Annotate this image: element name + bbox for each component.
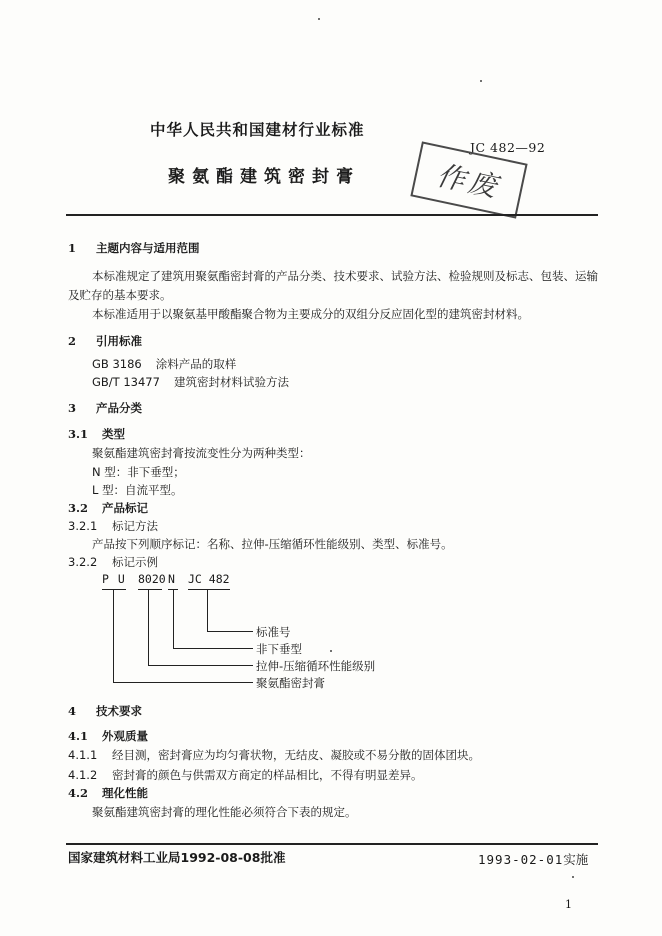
- connector-line: [113, 589, 114, 683]
- page-number: 1: [565, 898, 572, 911]
- section-3-title: 产品分类: [96, 401, 142, 415]
- section-3-2-heading: [68, 500, 148, 516]
- marking-part-type: N: [168, 572, 175, 586]
- obsolete-stamp: 作废: [410, 141, 527, 218]
- marking-part-level: 8020: [138, 572, 166, 586]
- section-4-1-heading: [68, 728, 148, 744]
- connector-line: [207, 589, 208, 632]
- section-3-1-heading: [68, 426, 125, 442]
- connector-line: [173, 589, 174, 649]
- marking-part-name: P U: [102, 572, 126, 586]
- connector-line: [173, 648, 253, 649]
- section-4-1-2-number: 4.1.2: [68, 768, 98, 782]
- effective-line: [478, 850, 588, 868]
- section-4-title: 技术要求: [96, 704, 142, 718]
- section-3-heading: [68, 400, 142, 416]
- section-3-2-2-heading: [68, 554, 158, 570]
- section-4-1-1: [68, 747, 480, 763]
- marking-underline: [102, 589, 126, 590]
- section-1-heading: [68, 240, 200, 256]
- section-4-1-2: [68, 767, 423, 783]
- document-title: 聚氨酯建筑密封膏: [168, 167, 360, 187]
- section-3-2-1-title: 标记方法: [112, 519, 158, 533]
- approval-line: 国家建筑材料工业局1992-08-08批准: [68, 850, 286, 865]
- reference-code: GB 3186: [92, 357, 142, 371]
- header-rule: [66, 214, 598, 216]
- section-3-1-number: 3.1: [68, 427, 89, 441]
- connector-line: [148, 665, 253, 666]
- section-4-number: 4: [68, 704, 77, 718]
- section-2-number: 2: [68, 334, 77, 348]
- n-type-line: N 型：非下垂型；: [92, 465, 185, 479]
- scan-speck: [330, 650, 332, 652]
- section-3-2-title: 产品标记: [102, 501, 148, 515]
- marking-part-standard: JC 482: [188, 572, 230, 586]
- connector-line: [207, 631, 253, 632]
- effective-date: 1993-02-01: [478, 852, 564, 867]
- publisher-title: 中华人民共和国建材行业标准: [150, 121, 365, 139]
- marking-label-type: 非下垂型: [256, 642, 302, 656]
- section-3-2-2-number: 3.2.2: [68, 555, 98, 569]
- section-4-1-1-number: 4.1.1: [68, 748, 98, 762]
- marking-underline: [138, 589, 162, 590]
- section-4-2-paragraph: 聚氨酯建筑密封膏的理化性能必须符合下表的规定。: [92, 805, 357, 819]
- connector-line: [148, 589, 149, 666]
- section-1-paragraph-1a: 本标准规定了建筑用聚氨酯密封膏的产品分类、技术要求、试验方法、检验规则及标志、包装、运输: [92, 269, 598, 283]
- section-4-1-number: 4.1: [68, 729, 89, 743]
- section-4-1-title: 外观质量: [102, 729, 148, 743]
- reference-title: 建筑密封材料试验方法: [173, 375, 289, 389]
- scan-speck: [572, 876, 574, 878]
- scan-speck: [318, 18, 320, 20]
- section-3-1-paragraph: 聚氨酯建筑密封膏按流变性分为两种类型：: [92, 446, 311, 460]
- section-2-title: 引用标准: [96, 334, 142, 348]
- section-3-2-1-number: 3.2.1: [68, 519, 98, 533]
- standard-code: JC 482—92: [470, 140, 546, 155]
- marking-label-level: 拉伸-压缩循环性能级别: [256, 659, 376, 673]
- marking-label-name: 聚氨酯密封膏: [256, 676, 325, 690]
- section-4-1-1-text: 经目测，密封膏应为均匀膏状物，无结皮、凝胶或不易分散的固体团块。: [112, 748, 480, 762]
- section-4-heading: [68, 703, 142, 719]
- section-1-title: 主题内容与适用范围: [96, 241, 200, 255]
- reference-item: [92, 356, 236, 372]
- section-3-1-title: 类型: [102, 427, 125, 441]
- section-4-2-heading: [68, 785, 148, 801]
- section-4-2-number: 4.2: [68, 786, 89, 800]
- marking-underline: [188, 589, 230, 590]
- section-2-heading: [68, 333, 142, 349]
- section-3-2-1-heading: [68, 518, 158, 534]
- section-1-number: 1: [68, 241, 77, 255]
- section-4-2-title: 理化性能: [102, 786, 148, 800]
- scan-speck: [480, 80, 482, 82]
- section-3-2-number: 3.2: [68, 501, 89, 515]
- l-type-line: L 型：自流平型。: [92, 483, 183, 497]
- section-3-number: 3: [68, 401, 77, 415]
- connector-line: [113, 682, 253, 683]
- reference-title: 涂料产品的取样: [155, 357, 237, 371]
- section-1-paragraph-1b: 及贮存的基本要求。: [68, 288, 172, 302]
- marking-label-standard: 标准号: [256, 625, 291, 639]
- effective-suffix: 实施: [563, 852, 589, 867]
- reference-code: GB/T 13477: [92, 375, 160, 389]
- section-3-2-1-paragraph: 产品按下列顺序标记：名称、拉伸-压缩循环性能级别、类型、标准号。: [92, 537, 453, 551]
- footer-rule: [66, 843, 598, 845]
- section-1-paragraph-2: 本标准适用于以聚氨基甲酸酯聚合物为主要成分的双组分反应固化型的建筑密封材料。: [92, 307, 529, 321]
- section-4-1-2-text: 密封膏的颜色与供需双方商定的样品相比，不得有明显差异。: [112, 768, 423, 782]
- section-3-2-2-title: 标记示例: [112, 555, 158, 569]
- reference-item: [92, 374, 289, 390]
